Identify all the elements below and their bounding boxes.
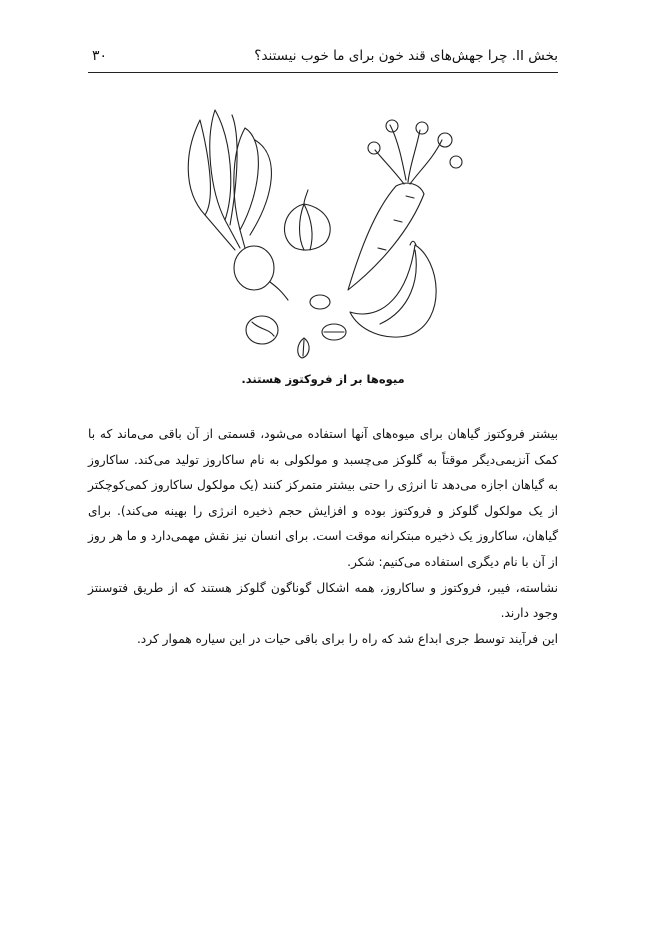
running-header [88,48,558,73]
carrot-drawing [348,120,462,290]
paragraph: بیشتر فروکتوز گیاهان برای میوه‌های آنها استفاده می‌شود، قسمتی از آن باقی می‌ماند که با کمک آنزیمی‌دیگر موقتاً به گلوکز می‌چسبد و مولکولی به نام ساکاروز تولید می‌کند. ساکاروز به گیاهان اجازه می‌دهد تا انرژی را حتی بیشتر متمرکز کنند (یک مولکول ساکاروز کمی‌کوچکتر از یک مولکول گلوکز و فروکتوز بوده و افزایش حجم ذخیره انرژی را بهینه می‌کند). برای گیاهان، ساکاروز یک ذخیره مبتکرانه موقت است. برای انسان نیز نقش مهمی‌دارد و ما هر روز از آن با نام دیگری استفاده می‌کنیم: شکر. [88,427,558,569]
body-text [88,422,558,652]
garlic-drawing [284,190,330,250]
nuts-drawing [246,295,346,358]
fruits-illustration [170,100,490,370]
paragraph: این فرآیند توسط جری ابداع شد که راه را برای باقی حیات در این سیاره هموار کرد. [136,631,558,646]
beet-drawing [188,110,288,300]
paragraph: نشاسته، فیبر، فروکتوز و ساکاروز، همه اشکال گوناگون گلوکز هستند که از طریق فتوسنتز وجود دارند. [88,580,558,621]
banana-drawing [350,241,436,337]
chapter-title: بخش II. چرا جهش‌های قند خون برای ما خوب نیستند؟ [254,48,558,64]
figure-caption: میوه‌ها بر از فروکتوز هستند. [241,372,405,386]
page-number: ۳۰ [92,48,108,64]
